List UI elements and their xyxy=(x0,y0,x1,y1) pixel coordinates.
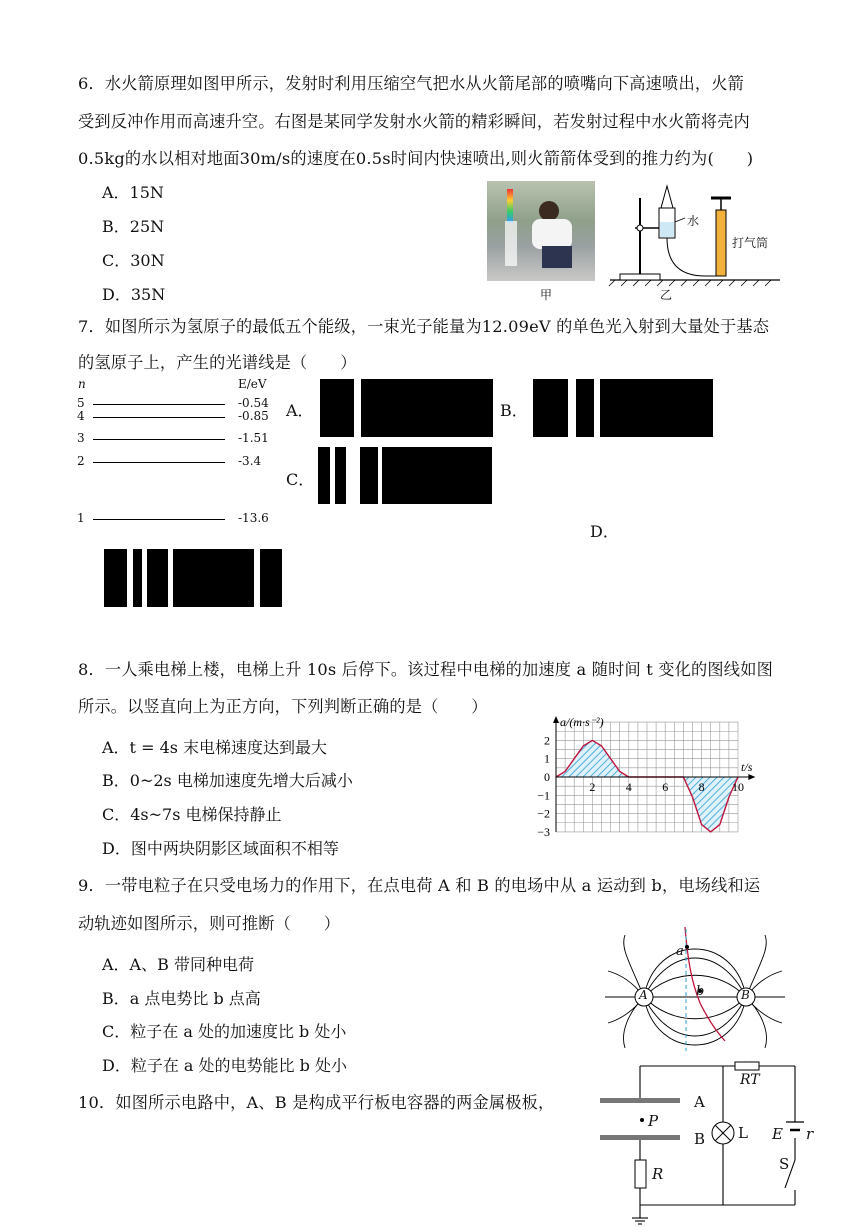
q9-line-1: 9．一带电粒子在只受电场力的作用下，在点电荷 A 和 B 的电场中从 a 运动到 b，电场线和运 xyxy=(78,876,761,895)
q9-option-d: D．粒子在 a 处的电势能比 b 处小 xyxy=(102,1056,347,1075)
q6-option-a: A．15N xyxy=(102,183,164,202)
x-tick-label: 10 xyxy=(732,780,744,794)
x-tick-label: 8 xyxy=(698,780,705,794)
spectrum-d xyxy=(104,549,282,607)
level-5-e: -0.54 xyxy=(238,396,269,410)
resistor-r-label: R xyxy=(652,1165,664,1183)
q6-line-1: 6．水火箭原理如图甲所示，发射时利用压缩空气把水从火箭尾部的喷嘴向下高速喷出，火箭 xyxy=(78,74,744,93)
q8-line-1: 8．一人乘电梯上楼，电梯上升 10s 后停下。该过程中电梯的加速度 a 随时间 t 变化的图线如图 xyxy=(78,660,773,679)
level-4-n: 4 xyxy=(77,409,85,423)
level-2-n: 2 xyxy=(77,454,85,468)
y-axis-arrow xyxy=(553,716,559,723)
q7-line-2: 的氢原子上，产生的光谱线是（ ） xyxy=(78,353,357,372)
level-1-n: 1 xyxy=(77,511,85,525)
water-label: 水 xyxy=(687,214,700,228)
point-a-label: a xyxy=(676,944,684,959)
level-3-line xyxy=(93,439,225,440)
charge-a-label: A xyxy=(639,988,648,1002)
q7-option-b-label: B． xyxy=(500,401,528,420)
level-5-n: 5 xyxy=(77,396,85,410)
fig-jia-label: 甲 xyxy=(540,288,553,302)
fig-yi-label: 乙 xyxy=(660,288,673,302)
level-5-line xyxy=(93,404,225,405)
water-rocket-photo xyxy=(487,181,595,281)
q7-option-c-label: C． xyxy=(286,470,315,489)
q10-line-1: 10．如图所示电路中，A、B 是构成平行板电容器的两金属极板， xyxy=(78,1093,555,1112)
level-4-e: -0.85 xyxy=(238,409,269,423)
q6-option-d: D．35N xyxy=(102,285,166,304)
y-tick-label: 1 xyxy=(544,751,550,766)
q8-option-b: B．0~2s 电梯加速度先增大后减小 xyxy=(102,771,353,790)
q8-option-d: D．图中两块阴影区域面积不相等 xyxy=(102,839,339,858)
electric-field-diagram xyxy=(600,923,790,1053)
y-tick-label: −2 xyxy=(537,806,550,821)
q9-option-b: B．a 点电势比 b 点高 xyxy=(102,989,261,1008)
x-tick-label: 6 xyxy=(662,780,669,794)
q6-option-b: B．25N xyxy=(102,217,165,236)
level-4-line xyxy=(93,417,225,418)
level-3-e: -1.51 xyxy=(238,431,269,445)
spectrum-c xyxy=(318,447,492,504)
plate-b-label: B xyxy=(694,1130,706,1148)
q7-line-1: 7．如图所示为氢原子的最低五个能级，一束光子能量为12.09eV 的单色光入射到大量处于基态 xyxy=(78,317,770,336)
x-axis-arrow xyxy=(748,774,755,780)
spectrum-a xyxy=(320,379,493,437)
y-tick-label: −1 xyxy=(537,788,550,803)
plate-a-label: A xyxy=(694,1093,705,1111)
q6-option-c: C．30N xyxy=(102,251,165,270)
emf-e-label: E xyxy=(772,1125,783,1143)
switch-s-label: S xyxy=(779,1155,790,1173)
energy-e-label: E/eV xyxy=(238,377,267,391)
q8-line-2: 所示。以竖直向上为正方向，下列判断正确的是（ ） xyxy=(78,697,488,716)
q8-option-a: A．t = 4s 末电梯速度达到最大 xyxy=(102,738,328,757)
pump-label: 打气筒 xyxy=(732,236,769,250)
q9-option-c: C．粒子在 a 处的加速度比 b 处小 xyxy=(102,1022,347,1041)
level-2-line xyxy=(93,462,225,463)
q6-line-2: 受到反冲作用而高速升空。右图是某同学发射水火箭的精彩瞬间，若发射过程中水火箭将壳内 xyxy=(78,112,750,131)
q7-option-a-label: A． xyxy=(286,401,314,420)
spectrum-b xyxy=(533,379,713,437)
q9-line-2: 动轨迹如图所示，则可推断（ ） xyxy=(78,914,341,933)
x-axis-label: t/s xyxy=(741,760,753,774)
level-1-line xyxy=(93,519,225,520)
acceleration-time-chart xyxy=(520,712,770,847)
q6-line-3: 0.5kg的水以相对地面30m/s的速度在0.5s时间内快速喷出,则火箭箭体受到的推力约为( ) xyxy=(78,149,754,168)
q8-option-c: C．4s~7s 电梯保持静止 xyxy=(102,805,282,824)
level-3-n: 3 xyxy=(77,431,85,445)
y-axis-label: a/(m·s⁻²) xyxy=(560,715,604,729)
level-1-e: -13.6 xyxy=(238,511,269,525)
point-b-label: b xyxy=(696,984,705,999)
q9-option-a: A．A、B 带同种电荷 xyxy=(102,955,254,974)
energy-n-label: n xyxy=(78,377,86,391)
lamp-l-label: L xyxy=(738,1124,748,1142)
internal-r-label: r xyxy=(806,1125,814,1143)
x-tick-label: 2 xyxy=(589,780,596,794)
charge-b-label: B xyxy=(741,988,750,1002)
thermistor-label: RT xyxy=(740,1072,760,1088)
y-tick-label: 2 xyxy=(544,733,550,748)
x-tick-label: 4 xyxy=(625,780,632,794)
q7-option-d-label: D． xyxy=(590,522,619,541)
y-tick-label: 0 xyxy=(544,770,550,784)
y-tick-label: −3 xyxy=(537,824,550,839)
level-2-e: -3.4 xyxy=(238,454,262,468)
point-p-label: P xyxy=(648,1112,659,1130)
